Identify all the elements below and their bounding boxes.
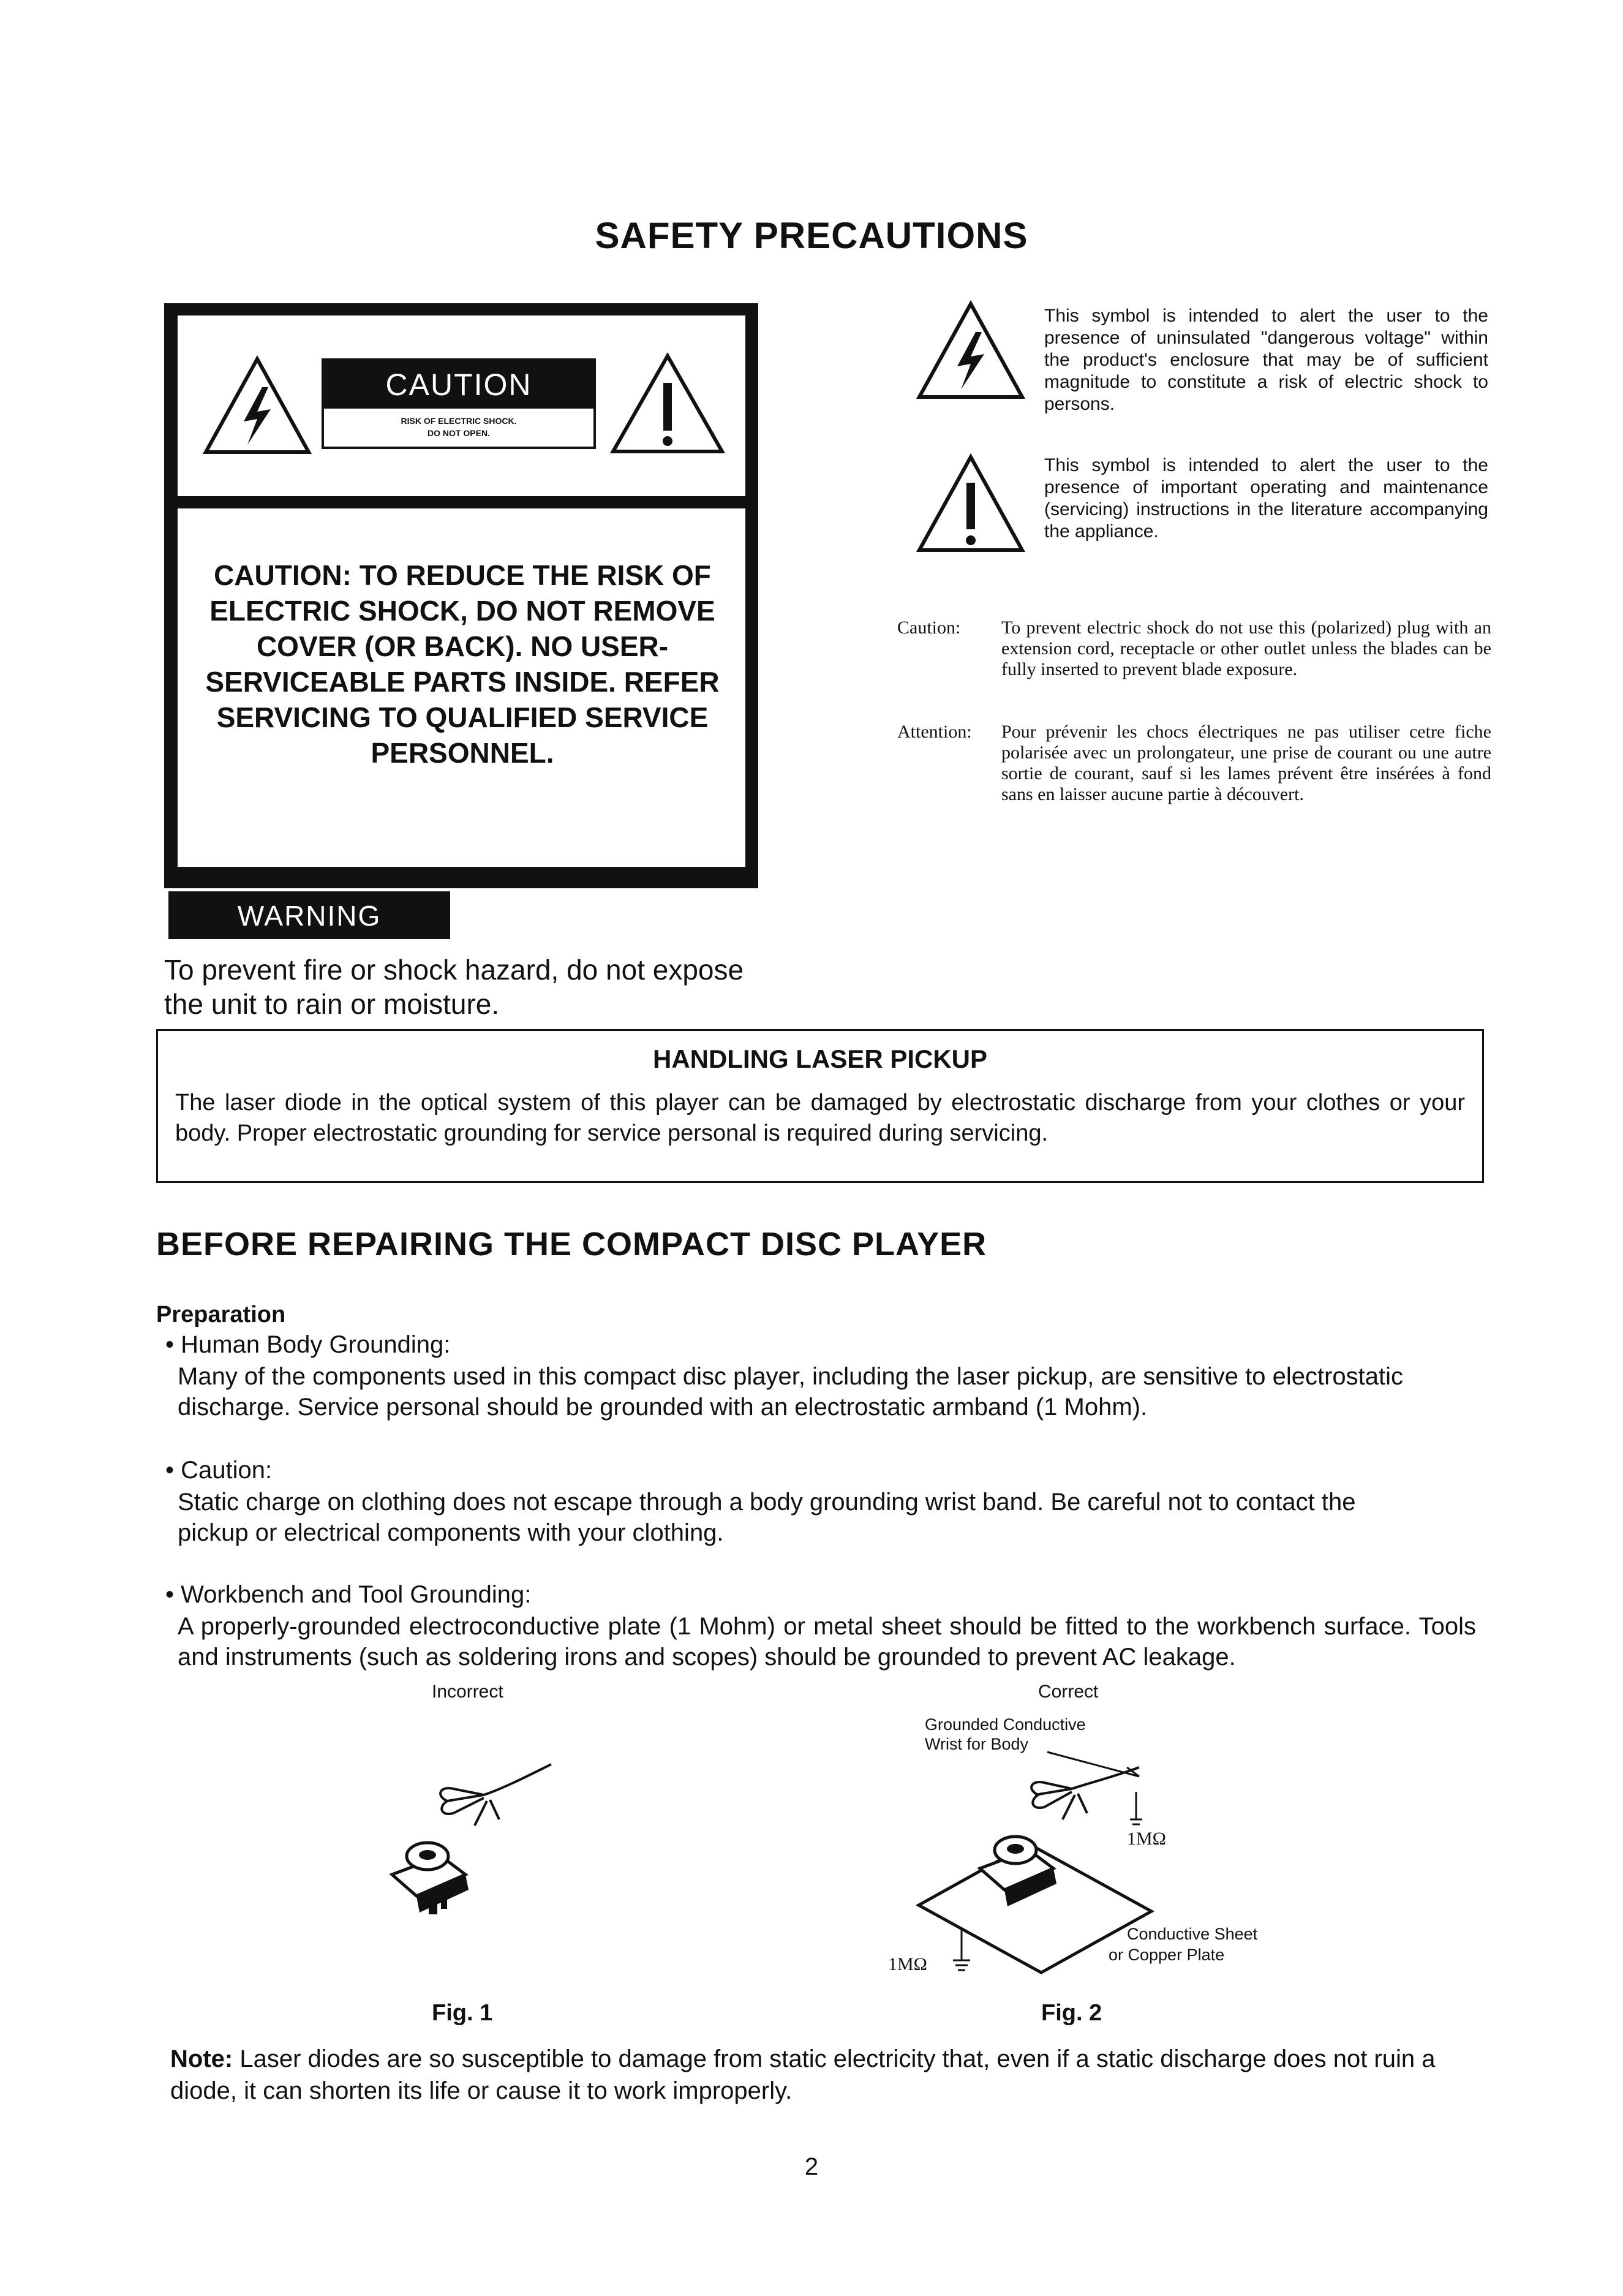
caution-instructions: CAUTION: TO REDUCE THE RISK OF ELECTRIC SHOCK, DO NOT REMOVE COVER (OR BACK). NO USER-SERVICEABLE PARTS INSIDE. REFER SERVICING TO QUALIFIED SERVICE PERSONNEL. — [205, 559, 720, 769]
caution-plate — [322, 358, 596, 449]
list-item-text: Static charge on clothing does not escape through a body grounding wrist band. Be careful not to contact the pickup or electrical components with your clothing. — [178, 1489, 1356, 1546]
fig1-caption: Fig. 1 — [432, 2000, 493, 2026]
list-item-text: A properly-grounded electroconductive plate (1 Mohm) or metal sheet should be fitted to the workbench surface. Tools and instruments (such as soldering irons and scopes) should be grounded to prevent AC leakage. — [178, 1613, 1476, 1671]
lightning-triangle-icon — [202, 355, 312, 456]
resistor-label: 1MΩ — [1127, 1829, 1166, 1849]
laser-text: The laser diode in the optical system of this player can be damaged by electrostatic discharge from your clothes or your body. Proper electrostatic grounding for service personal is required during servicing. — [175, 1090, 1465, 1146]
laser-pickup-box — [156, 1029, 1484, 1183]
sheet-label: Conductive Sheet — [1127, 1925, 1258, 1943]
wrist-label: Wrist for Body — [925, 1735, 1029, 1753]
list-item-head: • Caution: — [165, 1457, 273, 1484]
notice-text: To prevent electric shock do not use this (polarized) plug with an extension cord, receptacle or other outlet unless the blades can be fully inserted to prevent blade exposure. — [1001, 617, 1491, 679]
exclamation-triangle-icon — [609, 352, 726, 456]
note-label: Note: — [170, 2045, 233, 2072]
resistor-label: 1MΩ — [888, 1954, 927, 1974]
page-number: 2 — [804, 2153, 819, 2180]
exclamation-triangle-icon — [916, 453, 1026, 554]
caution-open-line: DO NOT OPEN. — [427, 428, 490, 438]
section-heading: BEFORE REPAIRING THE COMPACT DISC PLAYER — [156, 1226, 987, 1263]
preparation-heading: Preparation — [156, 1302, 286, 1327]
incorrect-label: Incorrect — [432, 1682, 503, 1702]
warning-text: To prevent fire or shock hazard, do not expose the unit to rain or moisture. — [164, 954, 744, 1020]
fig2-caption: Fig. 2 — [1041, 2000, 1102, 2026]
list-item-text: Many of the components used in this compact disc player, including the laser pickup, are sensitive to electrostatic discharge. Service personal should be grounded with an electrostatic armband (1 Mohm). — [178, 1363, 1404, 1421]
notice-label: Attention: — [897, 722, 972, 742]
fig1-illustration — [367, 1752, 576, 1924]
note-text: Laser diodes are so susceptible to damage from static electricity that, even if a static discharge does not ruin a diode, it can shorten its life or cause it to work improperly. — [170, 2045, 1436, 2104]
notice-label: Caution: — [897, 617, 961, 638]
symbol-description: This symbol is intended to alert the user to the presence of uninsulated "dangerous voltage" within the product's enclosure that may be of sufficient magnitude to constitute a risk of electric shock to persons. — [1044, 306, 1488, 414]
list-item-head: • Human Body Grounding: — [165, 1331, 451, 1358]
sheet-label: or Copper Plate — [1109, 1946, 1225, 1964]
laser-pickup-icon — [392, 1843, 469, 1914]
page-title: SAFETY PRECAUTIONS — [595, 215, 1028, 256]
caution-heading: CAUTION — [324, 361, 593, 409]
note — [170, 2043, 1505, 2107]
symbol-description: This symbol is intended to alert the user to the presence of important operating and maintenance (servicing) instructions in the literature accompanying the appliance. — [1044, 455, 1488, 542]
correct-label: Correct — [1038, 1682, 1099, 1702]
list-item-head: • Workbench and Tool Grounding: — [165, 1581, 532, 1608]
lightning-triangle-icon — [916, 300, 1026, 401]
wrist-label: Grounded Conductive — [925, 1715, 1086, 1734]
warning-label: WARNING — [168, 891, 450, 939]
laser-title: HANDLING LASER PICKUP — [652, 1044, 988, 1073]
caution-risk-line: RISK OF ELECTRIC SHOCK. — [401, 416, 517, 426]
notice-text: Pour prévenir les chocs électriques ne pas utiliser cetre fiche polarisée avec un prolongateur, une prise de courant ou une autre sortie de courant, sauf si les lames prévent être insérées à fond sans en laisser aucune partie à découvert. — [1001, 722, 1491, 804]
